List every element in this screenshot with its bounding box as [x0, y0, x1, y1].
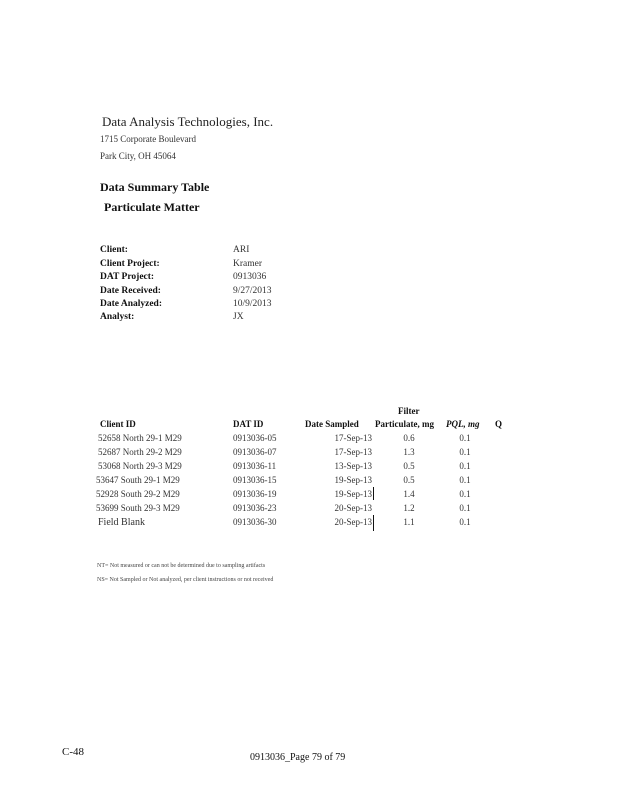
- page-reference: 0913036_Page 79 of 79: [250, 752, 346, 763]
- address-line-2: Park City, OH 45064: [100, 151, 176, 161]
- cell-date: 17-Sep-13: [334, 447, 372, 457]
- cell-client-id: 52687 North 29-2 M29: [98, 447, 182, 457]
- cell-client-id: 53068 North 29-3 M29: [98, 461, 182, 471]
- col-header-filter: Filter: [398, 406, 420, 416]
- cell-date: 19-Sep-13: [334, 475, 372, 485]
- cell-client-id: 52928 South 29-2 M29: [96, 489, 180, 499]
- cell-dat-id: 0913036-15: [233, 475, 277, 485]
- info-label-client-project: Client Project:: [100, 259, 160, 269]
- cell-pql: 0.1: [459, 475, 471, 485]
- cell-particulate: 1.2: [403, 503, 415, 513]
- document-subtitle: Particulate Matter: [104, 200, 200, 214]
- page-code: C-48: [62, 746, 84, 758]
- cell-pql: 0.1: [459, 461, 471, 471]
- info-value-client: ARI: [233, 245, 250, 255]
- cell-pql: 0.1: [459, 489, 471, 499]
- info-label-analyst: Analyst:: [100, 312, 135, 322]
- col-header-pql: PQL, mg: [446, 419, 480, 429]
- company-name: Data Analysis Technologies, Inc.: [102, 114, 274, 129]
- cell-dat-id: 0913036-23: [233, 503, 277, 513]
- cell-dat-id: 0913036-07: [233, 447, 277, 457]
- cell-dat-id: 0913036-11: [233, 461, 277, 471]
- info-value-dat-project: 0913036: [233, 272, 267, 282]
- cell-date: 17-Sep-13: [334, 433, 372, 443]
- col-header-particulate: Particulate, mg: [375, 419, 434, 429]
- scan-mark: [373, 515, 374, 531]
- cell-particulate: 1.4: [403, 489, 415, 499]
- col-header-dat-id: DAT ID: [233, 419, 264, 429]
- info-value-date-received: 9/27/2013: [233, 286, 272, 296]
- cell-date: 13-Sep-13: [334, 461, 372, 471]
- cell-dat-id: 0913036-30: [233, 517, 277, 527]
- cell-particulate: 0.5: [403, 475, 415, 485]
- note-ns: NS= Not Sampled or Not analyzed, per client instructions or not received: [97, 577, 274, 583]
- col-header-q: Q: [495, 419, 503, 429]
- cell-pql: 0.1: [459, 517, 471, 527]
- cell-dat-id: 0913036-05: [233, 433, 277, 443]
- scan-mark: [373, 487, 374, 500]
- info-value-client-project: Kramer: [233, 259, 263, 269]
- col-header-client-id: Client ID: [100, 419, 136, 429]
- cell-date: 20-Sep-13: [334, 503, 372, 513]
- cell-pql: 0.1: [459, 433, 471, 443]
- cell-date: 19-Sep-13: [334, 489, 372, 499]
- cell-pql: 0.1: [459, 503, 471, 513]
- cell-particulate: 1.3: [403, 447, 415, 457]
- cell-particulate: 1.1: [403, 517, 415, 527]
- note-nt: NT= Not measured or can not be determined due to sampling artifacts: [97, 563, 266, 569]
- info-value-date-analyzed: 10/9/2013: [233, 299, 272, 309]
- info-label-date-analyzed: Date Analyzed:: [100, 299, 163, 309]
- cell-client-id: 53647 South 29-1 M29: [96, 475, 180, 485]
- cell-client-id: Field Blank: [98, 517, 145, 528]
- cell-dat-id: 0913036-19: [233, 489, 277, 499]
- cell-client-id: 52658 North 29-1 M29: [98, 433, 182, 443]
- cell-particulate: 0.5: [403, 461, 415, 471]
- document-title: Data Summary Table: [100, 180, 210, 194]
- cell-particulate: 0.6: [403, 433, 415, 443]
- col-header-date-sampled: Date Sampled: [305, 419, 359, 429]
- cell-pql: 0.1: [459, 447, 471, 457]
- info-label-date-received: Date Received:: [100, 286, 161, 296]
- info-label-client: Client:: [100, 245, 128, 255]
- address-line-1: 1715 Corporate Boulevard: [100, 134, 196, 144]
- info-label-dat-project: DAT Project:: [100, 272, 155, 282]
- cell-client-id: 53699 South 29-3 M29: [96, 503, 180, 513]
- cell-date: 20-Sep-13: [334, 517, 372, 527]
- info-value-analyst: JX: [233, 312, 244, 322]
